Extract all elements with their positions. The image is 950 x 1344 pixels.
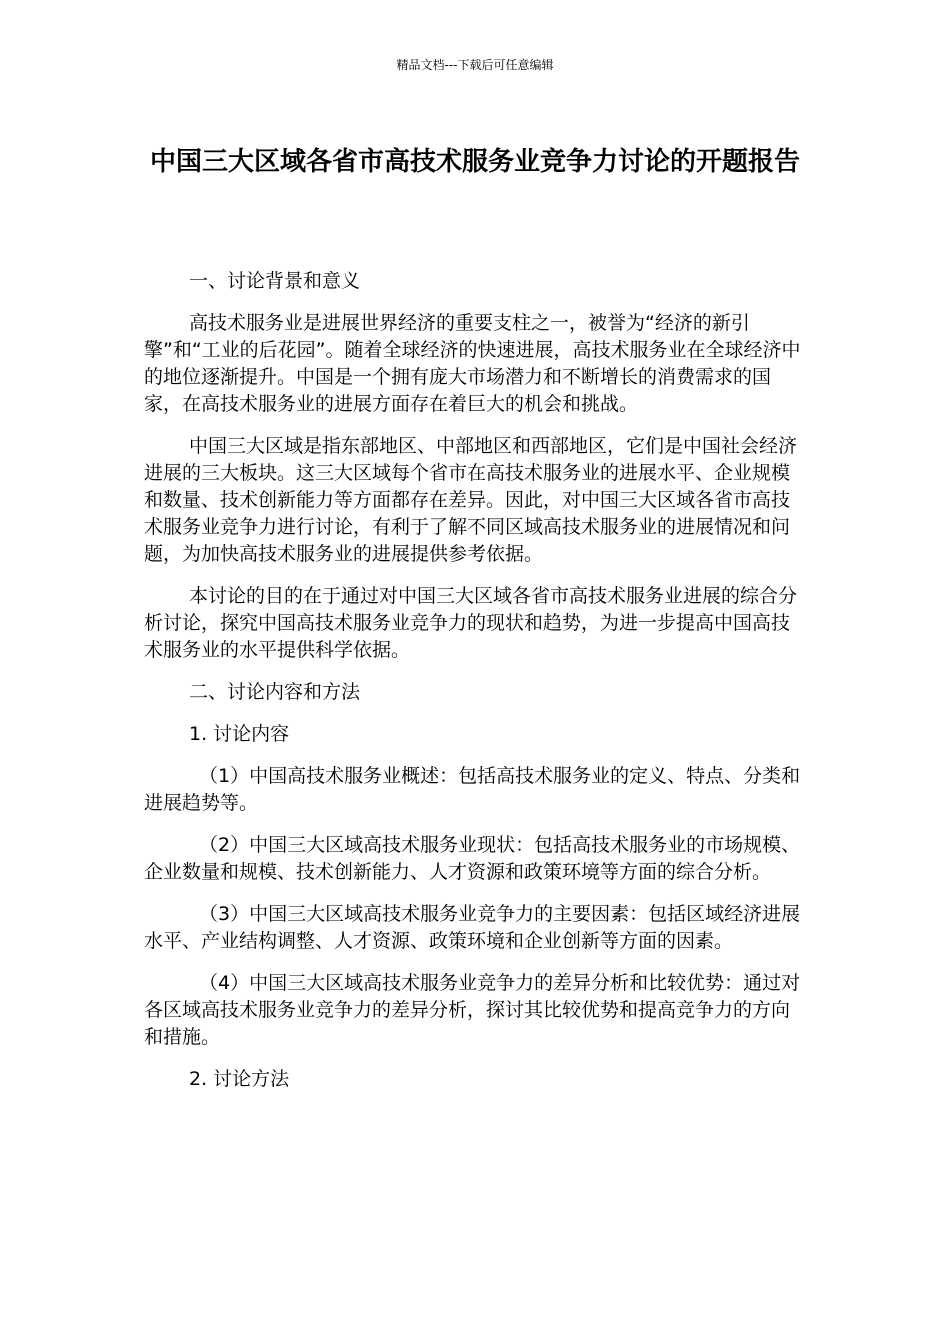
section-heading: 二、讨论内容和方法: [189, 681, 361, 703]
content-item: （2）中国三大区域高技术服务业现状：包括高技术服务业的市场规模、企业数量和规模、技术创新能力、人才资源和政策环境等方面的综合分析。: [144, 834, 801, 883]
subheading: 1. 讨论内容: [189, 723, 290, 745]
paragraph: 本讨论的目的在于通过对中国三大区域各省市高技术服务业进展的综合分析讨论，探究中国高技术服务业竞争力的现状和趋势，为进一步提高中国高技术服务业的水平提供科学依据。: [144, 585, 798, 661]
paragraph: 中国三大区域是指东部地区、中部地区和西部地区，它们是中国社会经济进展的三大板块。这三大区域每个省市在高技术服务业的进展水平、企业规模和数量、技术创新能力等方面都存在差异。因此，对中国三大区域各省市高技术服务业竞争力进行讨论，有利于了解不同区域高技术服务业的进展情况和问题，为加快高技术服务业的进展提供参考依据。: [144, 435, 798, 565]
document-title: 中国三大区域各省市高技术服务业竞争力讨论的开题报告: [149, 147, 800, 177]
content-item: （1）中国高技术服务业概述：包括高技术服务业的定义、特点、分类和进展趋势等。: [144, 765, 801, 814]
section-heading: 一、讨论背景和意义: [189, 270, 361, 292]
page-header: 精品文档---下载后可任意编辑: [396, 58, 554, 72]
subheading: 2. 讨论方法: [189, 1068, 290, 1090]
document-body: [144, 268, 806, 1108]
content-item: （3）中国三大区域高技术服务业竞争力的主要因素：包括区域经济进展水平、产业结构调整、人才资源、政策环境和企业创新等方面的因素。: [144, 903, 801, 952]
content-item: （4）中国三大区域高技术服务业竞争力的差异分析和比较优势：通过对各区域高技术服务业竞争力的差异分析，探讨其比较优势和提高竞争力的方向和措施。: [144, 972, 801, 1048]
paragraph: 高技术服务业是进展世界经济的重要支柱之一，被誉为“经济的新引擎”和“工业的后花园”。随着全球经济的快速进展，高技术服务业在全球经济中的地位逐渐提升。中国是一个拥有庞大市场潜力和不断增长的消费需求的国家，在高技术服务业的进展方面存在着巨大的机会和挑战。: [144, 312, 801, 415]
